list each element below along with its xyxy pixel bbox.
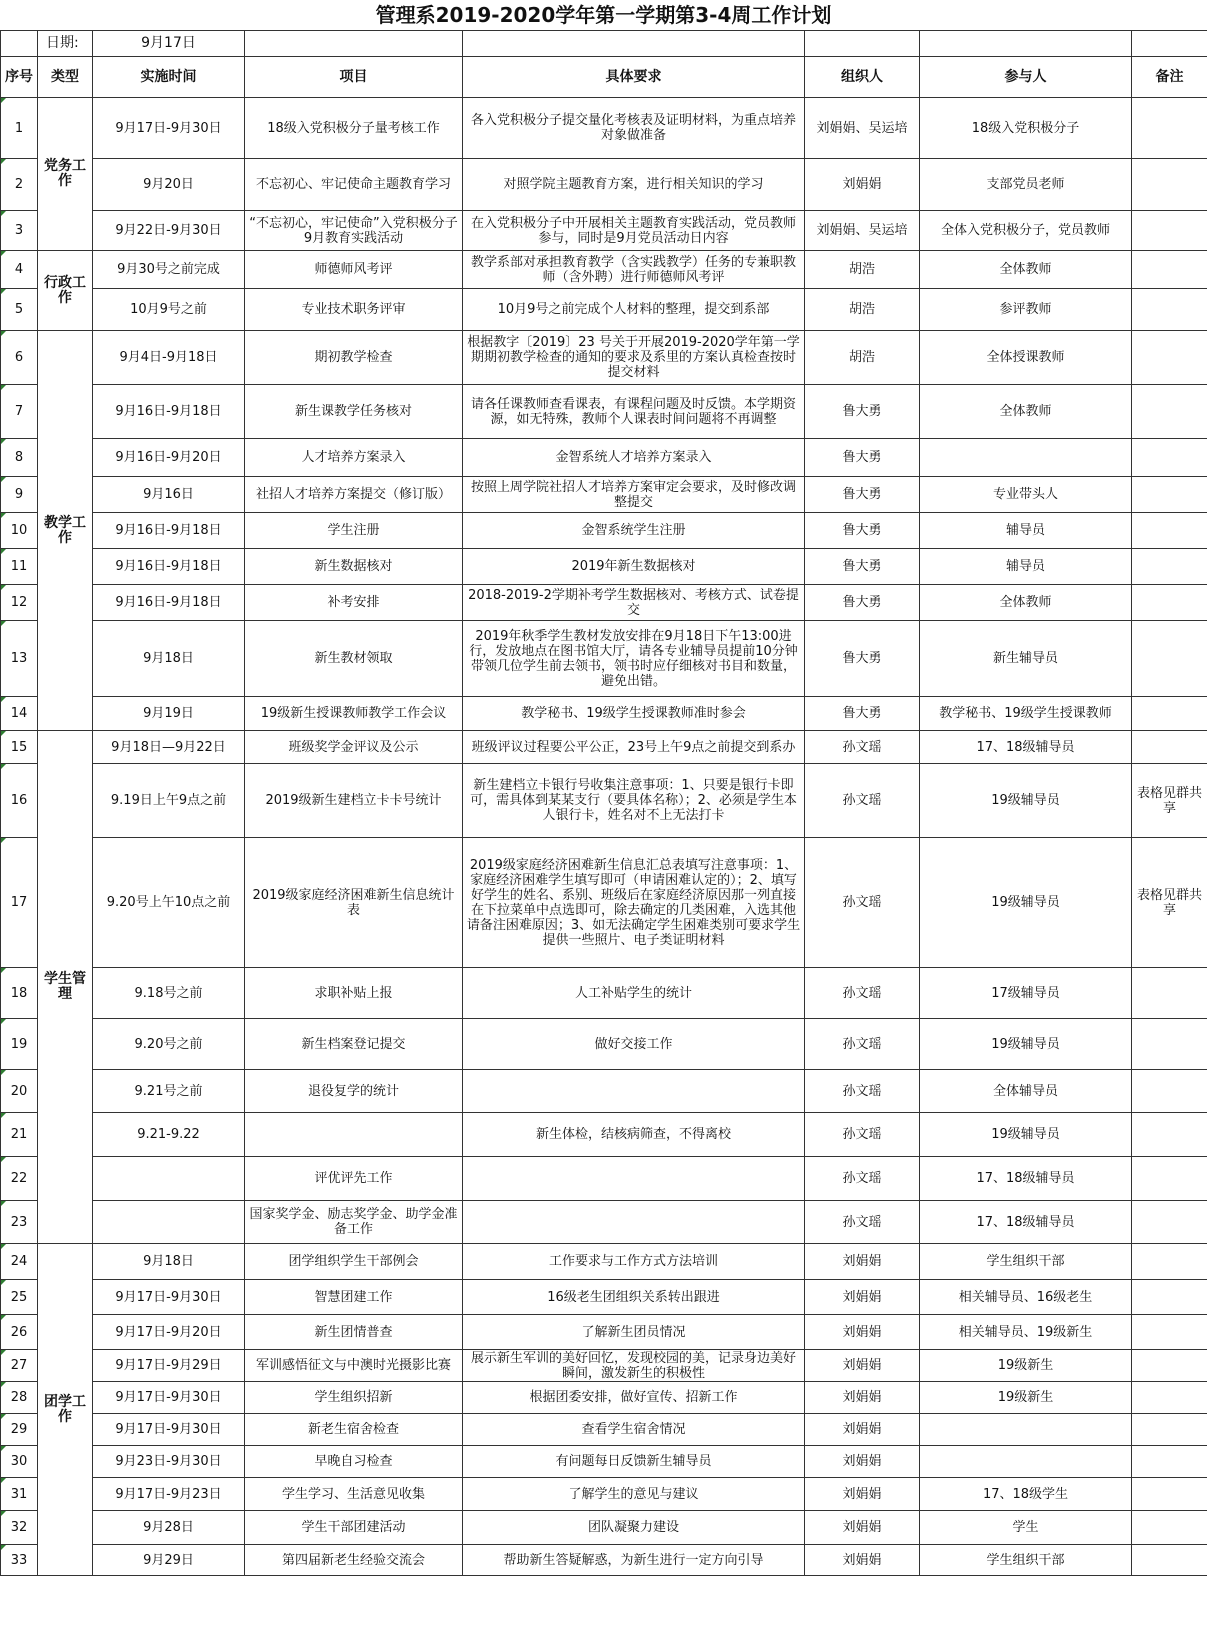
participants-cell[interactable]: 专业带头人 — [920, 477, 1132, 513]
item-cell[interactable] — [245, 1113, 463, 1157]
organizer-cell[interactable]: 鲁大勇 — [805, 439, 920, 477]
table-row — [1, 621, 1207, 697]
work-plan-table — [0, 30, 1207, 1576]
requirement-cell[interactable]: 工作要求与工作方式方法培训 — [463, 1244, 805, 1280]
participants-cell[interactable]: 辅导员 — [920, 549, 1132, 585]
participants-cell[interactable]: 19级辅导员 — [920, 764, 1132, 838]
note-cell[interactable] — [1132, 159, 1207, 211]
seq-cell[interactable]: 20 — [1, 1070, 38, 1113]
cell[interactable] — [463, 31, 805, 57]
organizer-cell[interactable]: 刘娟娟 — [805, 1414, 920, 1446]
note-cell[interactable] — [1132, 731, 1207, 764]
organizer-cell[interactable]: 鲁大勇 — [805, 621, 920, 697]
requirement-cell[interactable]: 班级评议过程要公平公正，23号上午9点之前提交到系办 — [463, 731, 805, 764]
requirement-cell[interactable]: 有问题每日反馈新生辅导员 — [463, 1446, 805, 1478]
seq-cell[interactable]: 28 — [1, 1382, 38, 1414]
cell[interactable] — [805, 31, 920, 57]
time-cell[interactable]: 9月17日-9月23日 — [93, 1478, 245, 1511]
time-cell[interactable]: 9月28日 — [93, 1511, 245, 1545]
participants-cell[interactable]: 17、18级学生 — [920, 1478, 1132, 1511]
requirement-cell[interactable] — [463, 1201, 805, 1244]
note-cell[interactable] — [1132, 1446, 1207, 1478]
time-cell[interactable]: 9月30号之前完成 — [93, 251, 245, 289]
table-row — [1, 477, 1207, 513]
note-cell[interactable]: 表格见群共享 — [1132, 764, 1207, 838]
note-cell[interactable] — [1132, 1350, 1207, 1382]
item-cell[interactable]: 不忘初心、牢记使命主题教育学习 — [245, 159, 463, 211]
participants-cell[interactable]: 学生组织干部 — [920, 1244, 1132, 1280]
requirement-cell[interactable]: 展示新生军训的美好回忆，发现校园的美，记录身边美好瞬间，激发新生的积极性 — [463, 1350, 805, 1382]
time-cell[interactable]: 9月18日 — [93, 1244, 245, 1280]
organizer-cell[interactable]: 刘娟娟 — [805, 1315, 920, 1350]
seq-cell[interactable]: 30 — [1, 1446, 38, 1478]
note-cell[interactable] — [1132, 439, 1207, 477]
time-cell[interactable]: 9月17日-9月20日 — [93, 1315, 245, 1350]
table-row — [1, 1350, 1207, 1382]
table-row — [1, 1414, 1207, 1446]
seq-cell[interactable]: 2 — [1, 159, 38, 211]
time-cell[interactable]: 9月29日 — [93, 1545, 245, 1576]
table-row — [1, 1545, 1207, 1576]
time-cell[interactable]: 9.20号上午10点之前 — [93, 838, 245, 968]
participants-cell[interactable]: 全体教师 — [920, 385, 1132, 439]
time-cell[interactable]: 9月17日-9月29日 — [93, 1350, 245, 1382]
item-cell[interactable]: 学生组织招新 — [245, 1382, 463, 1414]
note-cell[interactable] — [1132, 585, 1207, 621]
item-cell[interactable]: 学生干部团建活动 — [245, 1511, 463, 1545]
item-cell[interactable]: 早晚自习检查 — [245, 1446, 463, 1478]
organizer-cell[interactable]: 刘娟娟 — [805, 1382, 920, 1414]
requirement-cell[interactable]: 16级老生团组织关系转出跟进 — [463, 1280, 805, 1315]
participants-cell[interactable] — [920, 1446, 1132, 1478]
organizer-cell[interactable]: 刘娟娟 — [805, 1350, 920, 1382]
cell[interactable] — [245, 31, 463, 57]
requirement-cell[interactable]: 帮助新生答疑解惑，为新生进行一定方向引导 — [463, 1545, 805, 1576]
time-cell[interactable]: 9月17日-9月30日 — [93, 1414, 245, 1446]
participants-cell[interactable]: 支部党员老师 — [920, 159, 1132, 211]
item-cell[interactable]: 18级入党积极分子量考核工作 — [245, 98, 463, 159]
requirement-cell[interactable]: 新生建档立卡银行号收集注意事项：1、只要是银行卡即可，需具体到某某支行（要具体名称）；2、必须是学生本人银行卡，姓名对不上无法打卡 — [463, 764, 805, 838]
note-cell[interactable] — [1132, 697, 1207, 731]
organizer-cell[interactable]: 刘娟娟 — [805, 1446, 920, 1478]
organizer-cell[interactable]: 鲁大勇 — [805, 549, 920, 585]
table-row — [1, 764, 1207, 838]
time-cell[interactable]: 9.19日上午9点之前 — [93, 764, 245, 838]
note-cell[interactable] — [1132, 1478, 1207, 1511]
organizer-cell[interactable]: 胡浩 — [805, 331, 920, 385]
seq-cell[interactable]: 10 — [1, 513, 38, 549]
organizer-cell[interactable]: 孙文瑶 — [805, 838, 920, 968]
seq-cell[interactable]: 14 — [1, 697, 38, 731]
note-cell[interactable] — [1132, 513, 1207, 549]
note-cell[interactable] — [1132, 1511, 1207, 1545]
organizer-cell[interactable]: 刘娟娟 — [805, 159, 920, 211]
participants-cell[interactable]: 新生辅导员 — [920, 621, 1132, 697]
organizer-cell[interactable]: 孙文瑶 — [805, 1019, 920, 1070]
note-cell[interactable] — [1132, 1315, 1207, 1350]
note-cell[interactable] — [1132, 211, 1207, 251]
time-cell[interactable]: 9月20日 — [93, 159, 245, 211]
organizer-cell[interactable]: 刘娟娟 — [805, 1244, 920, 1280]
requirement-cell[interactable]: 2018-2019-2学期补考学生数据核对、考核方式、试卷提交 — [463, 585, 805, 621]
participants-cell[interactable]: 教学秘书、19级学生授课教师 — [920, 697, 1132, 731]
cell[interactable] — [1132, 31, 1207, 57]
participants-cell[interactable]: 全体授课教师 — [920, 331, 1132, 385]
requirement-cell[interactable] — [463, 1070, 805, 1113]
organizer-cell[interactable]: 鲁大勇 — [805, 385, 920, 439]
note-cell[interactable] — [1132, 1201, 1207, 1244]
table-row — [1, 1280, 1207, 1315]
organizer-cell[interactable]: 鲁大勇 — [805, 585, 920, 621]
table-row — [1, 331, 1207, 385]
note-cell[interactable] — [1132, 1157, 1207, 1201]
seq-cell[interactable]: 29 — [1, 1414, 38, 1446]
note-cell[interactable] — [1132, 1019, 1207, 1070]
requirement-cell[interactable]: 各入党积极分子提交量化考核表及证明材料，为重点培养对象做准备 — [463, 98, 805, 159]
item-cell[interactable]: 新生数据核对 — [245, 549, 463, 585]
note-cell[interactable] — [1132, 385, 1207, 439]
requirement-cell[interactable]: 教学秘书、19级学生授课教师准时参会 — [463, 697, 805, 731]
table-row — [1, 1070, 1207, 1113]
table-row — [1, 1244, 1207, 1280]
type-cell[interactable]: 学生管理 — [38, 731, 93, 1244]
organizer-cell[interactable]: 孙文瑶 — [805, 1113, 920, 1157]
note-cell[interactable] — [1132, 477, 1207, 513]
requirement-cell[interactable]: 2019级家庭经济困难新生信息汇总表填写注意事项：1、家庭经济困难学生填写即可（申请困难认定的）；2、填写好学生的姓名、系别、班级后在家庭经济原因那一列直接在下拉菜单中点选即可，除去确定的几类困难，入选其他请备注困难原因；3、如无法确定学生困难类别可要求学生提供一些照片、电子类证明材料 — [463, 838, 805, 968]
seq-cell[interactable]: 31 — [1, 1478, 38, 1511]
item-cell[interactable]: “不忘初心，牢记使命”入党积极分子9月教育实践活动 — [245, 211, 463, 251]
item-cell[interactable]: 新生课教学任务核对 — [245, 385, 463, 439]
participants-cell[interactable]: 学生 — [920, 1511, 1132, 1545]
requirement-cell[interactable]: 金智系统学生注册 — [463, 513, 805, 549]
seq-cell[interactable]: 23 — [1, 1201, 38, 1244]
time-cell[interactable] — [93, 1157, 245, 1201]
requirement-cell[interactable]: 新生体检，结核病筛查，不得离校 — [463, 1113, 805, 1157]
participants-cell[interactable]: 辅导员 — [920, 513, 1132, 549]
item-cell[interactable]: 人才培养方案录入 — [245, 439, 463, 477]
participants-cell[interactable] — [920, 1414, 1132, 1446]
participants-cell[interactable]: 相关辅导员、19级新生 — [920, 1315, 1132, 1350]
header-participants[interactable]: 参与人 — [920, 57, 1132, 98]
organizer-cell[interactable]: 孙文瑶 — [805, 968, 920, 1019]
table-row — [1, 968, 1207, 1019]
item-cell[interactable]: 班级奖学金评议及公示 — [245, 731, 463, 764]
organizer-cell[interactable]: 鲁大勇 — [805, 477, 920, 513]
requirement-cell[interactable]: 金智系统人才培养方案录入 — [463, 439, 805, 477]
header-type[interactable]: 类型 — [38, 57, 93, 98]
time-cell[interactable]: 9.21-9.22 — [93, 1113, 245, 1157]
time-cell[interactable]: 9月18日—9月22日 — [93, 731, 245, 764]
requirement-cell[interactable]: 2019年新生数据核对 — [463, 549, 805, 585]
table-row — [1, 1478, 1207, 1511]
time-cell[interactable]: 9.21号之前 — [93, 1070, 245, 1113]
note-cell[interactable] — [1132, 1113, 1207, 1157]
requirement-cell[interactable]: 了解新生团员情况 — [463, 1315, 805, 1350]
organizer-cell[interactable]: 刘娟娟 — [805, 1545, 920, 1576]
item-cell[interactable]: 社招人才培养方案提交（修订版） — [245, 477, 463, 513]
table-row — [1, 838, 1207, 968]
organizer-cell[interactable]: 孙文瑶 — [805, 731, 920, 764]
participants-cell[interactable]: 19级辅导员 — [920, 838, 1132, 968]
note-cell[interactable] — [1132, 1382, 1207, 1414]
requirement-cell[interactable]: 人工补贴学生的统计 — [463, 968, 805, 1019]
note-cell[interactable] — [1132, 1414, 1207, 1446]
organizer-cell[interactable]: 孙文瑶 — [805, 1070, 920, 1113]
requirement-cell[interactable]: 做好交接工作 — [463, 1019, 805, 1070]
table-row — [1, 251, 1207, 289]
organizer-cell[interactable]: 孙文瑶 — [805, 1201, 920, 1244]
time-cell[interactable]: 9月16日-9月18日 — [93, 585, 245, 621]
item-cell[interactable]: 新老生宿舍检查 — [245, 1414, 463, 1446]
time-cell[interactable]: 9月4日-9月18日 — [93, 331, 245, 385]
organizer-cell[interactable]: 刘娟娟 — [805, 1280, 920, 1315]
seq-cell[interactable]: 16 — [1, 764, 38, 838]
organizer-cell[interactable]: 孙文瑶 — [805, 1157, 920, 1201]
time-cell[interactable]: 9月16日-9月18日 — [93, 513, 245, 549]
table-row — [1, 385, 1207, 439]
seq-cell[interactable]: 24 — [1, 1244, 38, 1280]
participants-cell[interactable]: 学生组织干部 — [920, 1545, 1132, 1576]
seq-cell[interactable]: 3 — [1, 211, 38, 251]
participants-cell[interactable]: 19级新生 — [920, 1382, 1132, 1414]
requirement-cell[interactable]: 对照学院主题教育方案，进行相关知识的学习 — [463, 159, 805, 211]
seq-cell[interactable]: 18 — [1, 968, 38, 1019]
time-cell[interactable]: 9.20号之前 — [93, 1019, 245, 1070]
item-cell[interactable]: 新生团情普查 — [245, 1315, 463, 1350]
time-cell[interactable]: 9月17日-9月30日 — [93, 1382, 245, 1414]
time-cell[interactable]: 9月17日-9月30日 — [93, 1280, 245, 1315]
seq-cell[interactable]: 15 — [1, 731, 38, 764]
header-organizer[interactable]: 组织人 — [805, 57, 920, 98]
time-cell[interactable]: 9月22日-9月30日 — [93, 211, 245, 251]
item-cell[interactable]: 求职补贴上报 — [245, 968, 463, 1019]
type-cell[interactable]: 团学工作 — [38, 1244, 93, 1576]
table-row — [1, 1157, 1207, 1201]
participants-cell[interactable]: 全体入党积极分子，党员教师 — [920, 211, 1132, 251]
seq-cell[interactable]: 27 — [1, 1350, 38, 1382]
date-value[interactable]: 9月17日 — [93, 31, 245, 57]
table-row — [1, 211, 1207, 251]
item-cell[interactable]: 学生注册 — [245, 513, 463, 549]
participants-cell[interactable]: 19级新生 — [920, 1350, 1132, 1382]
seq-cell[interactable]: 33 — [1, 1545, 38, 1576]
type-cell[interactable]: 教学工作 — [38, 331, 93, 731]
requirement-cell[interactable]: 请各任课教师查看课表，有课程问题及时反馈。本学期资源，如无特殊，教师个人课表时间问题将不再调整 — [463, 385, 805, 439]
table-row — [1, 289, 1207, 331]
note-cell[interactable] — [1132, 98, 1207, 159]
participants-cell[interactable]: 19级辅导员 — [920, 1019, 1132, 1070]
table-row — [1, 549, 1207, 585]
sheet-title: 管理系2019-2020学年第一学期第3-4周工作计划 — [375, 3, 832, 27]
organizer-cell[interactable]: 孙文瑶 — [805, 764, 920, 838]
item-cell[interactable]: 学生学习、生活意见收集 — [245, 1478, 463, 1511]
note-cell[interactable] — [1132, 621, 1207, 697]
participants-cell[interactable]: 全体教师 — [920, 251, 1132, 289]
item-cell[interactable]: 师德师风考评 — [245, 251, 463, 289]
table-row — [1, 1113, 1207, 1157]
participants-cell[interactable]: 17、18级辅导员 — [920, 1201, 1132, 1244]
table-row — [1, 513, 1207, 549]
note-cell[interactable] — [1132, 1244, 1207, 1280]
seq-cell[interactable]: 13 — [1, 621, 38, 697]
type-cell[interactable]: 行政工作 — [38, 251, 93, 331]
note-cell[interactable] — [1132, 1545, 1207, 1576]
table-row — [1, 1315, 1207, 1350]
requirement-cell[interactable]: 在入党积极分子中开展相关主题教育实践活动，党员教师参与，同时是9月党员活动日内容 — [463, 211, 805, 251]
participants-cell[interactable]: 17级辅导员 — [920, 968, 1132, 1019]
organizer-cell[interactable]: 刘娟娟 — [805, 1511, 920, 1545]
header-seq[interactable]: 序号 — [1, 57, 38, 98]
seq-cell[interactable]: 4 — [1, 251, 38, 289]
requirement-cell[interactable]: 按照上周学院社招人才培养方案审定会要求，及时修改调整提交 — [463, 477, 805, 513]
participants-cell[interactable]: 全体教师 — [920, 585, 1132, 621]
item-cell[interactable]: 期初教学检查 — [245, 331, 463, 385]
seq-cell[interactable]: 21 — [1, 1113, 38, 1157]
seq-cell[interactable]: 11 — [1, 549, 38, 585]
table-row — [1, 731, 1207, 764]
requirement-cell[interactable]: 教学系部对承担教育教学（含实践教学）任务的专兼职教师（含外聘）进行师德师风考评 — [463, 251, 805, 289]
note-cell[interactable] — [1132, 549, 1207, 585]
item-cell[interactable]: 专业技术职务评审 — [245, 289, 463, 331]
requirement-cell[interactable]: 了解学生的意见与建议 — [463, 1478, 805, 1511]
time-cell[interactable]: 10月9号之前 — [93, 289, 245, 331]
organizer-cell[interactable]: 刘娟娟、吴运培 — [805, 211, 920, 251]
item-cell[interactable]: 军训感悟征文与中澳时光摄影比赛 — [245, 1350, 463, 1382]
item-cell[interactable]: 退役复学的统计 — [245, 1070, 463, 1113]
seq-cell[interactable]: 6 — [1, 331, 38, 385]
organizer-cell[interactable]: 刘娟娟、吴运培 — [805, 98, 920, 159]
item-cell[interactable]: 2019级家庭经济困难新生信息统计表 — [245, 838, 463, 968]
header-requirement[interactable]: 具体要求 — [463, 57, 805, 98]
item-cell[interactable]: 团学组织学生干部例会 — [245, 1244, 463, 1280]
seq-cell[interactable]: 8 — [1, 439, 38, 477]
seq-cell[interactable]: 26 — [1, 1315, 38, 1350]
note-cell[interactable] — [1132, 1070, 1207, 1113]
time-cell[interactable] — [93, 1201, 245, 1244]
header-item[interactable]: 项目 — [245, 57, 463, 98]
time-cell[interactable]: 9月18日 — [93, 621, 245, 697]
requirement-cell[interactable]: 10月9号之前完成个人材料的整理，提交到系部 — [463, 289, 805, 331]
seq-cell[interactable]: 22 — [1, 1157, 38, 1201]
requirement-cell[interactable] — [463, 1157, 805, 1201]
seq-cell[interactable]: 19 — [1, 1019, 38, 1070]
seq-cell[interactable]: 12 — [1, 585, 38, 621]
table-row — [1, 585, 1207, 621]
time-cell[interactable]: 9月23日-9月30日 — [93, 1446, 245, 1478]
table-row — [1, 98, 1207, 159]
item-cell[interactable]: 智慧团建工作 — [245, 1280, 463, 1315]
time-cell[interactable]: 9月16日-9月18日 — [93, 385, 245, 439]
time-cell[interactable]: 9月16日 — [93, 477, 245, 513]
type-cell[interactable]: 党务工作 — [38, 98, 93, 251]
participants-cell[interactable]: 17、18级辅导员 — [920, 1157, 1132, 1201]
item-cell[interactable]: 评优评先工作 — [245, 1157, 463, 1201]
item-cell[interactable]: 国家奖学金、励志奖学金、助学金准备工作 — [245, 1201, 463, 1244]
participants-cell[interactable]: 参评教师 — [920, 289, 1132, 331]
seq-cell[interactable]: 32 — [1, 1511, 38, 1545]
cell[interactable] — [920, 31, 1132, 57]
table-row — [1, 697, 1207, 731]
participants-cell[interactable] — [920, 439, 1132, 477]
organizer-cell[interactable]: 鲁大勇 — [805, 697, 920, 731]
table-row — [1, 1511, 1207, 1545]
note-cell[interactable] — [1132, 289, 1207, 331]
table-row — [1, 1446, 1207, 1478]
table-row — [1, 439, 1207, 477]
seq-cell[interactable]: 9 — [1, 477, 38, 513]
header-row — [1, 57, 1207, 98]
requirement-cell[interactable]: 团队凝聚力建设 — [463, 1511, 805, 1545]
time-cell[interactable]: 9月16日-9月20日 — [93, 439, 245, 477]
header-note[interactable]: 备注 — [1132, 57, 1207, 98]
header-time[interactable]: 实施时间 — [93, 57, 245, 98]
organizer-cell[interactable]: 胡浩 — [805, 251, 920, 289]
organizer-cell[interactable]: 鲁大勇 — [805, 513, 920, 549]
time-cell[interactable]: 9月17日-9月30日 — [93, 98, 245, 159]
note-cell[interactable] — [1132, 331, 1207, 385]
organizer-cell[interactable]: 刘娟娟 — [805, 1478, 920, 1511]
table-row — [1, 1382, 1207, 1414]
table-row — [1, 1201, 1207, 1244]
time-cell[interactable]: 9月19日 — [93, 697, 245, 731]
seq-cell[interactable]: 5 — [1, 289, 38, 331]
item-cell[interactable]: 新生教材领取 — [245, 621, 463, 697]
item-cell[interactable]: 补考安排 — [245, 585, 463, 621]
note-cell[interactable]: 表格见群共享 — [1132, 838, 1207, 968]
participants-cell[interactable]: 全体辅导员 — [920, 1070, 1132, 1113]
requirement-cell[interactable]: 根据教字〔2019〕23 号关于开展2019-2020学年第一学期期初教学检查的通知的要求及系里的方案认真检查按时提交材料 — [463, 331, 805, 385]
organizer-cell[interactable]: 胡浩 — [805, 289, 920, 331]
participants-cell[interactable]: 相关辅导员、16级老生 — [920, 1280, 1132, 1315]
note-cell[interactable] — [1132, 1280, 1207, 1315]
time-cell[interactable]: 9.18号之前 — [93, 968, 245, 1019]
item-cell[interactable]: 第四届新老生经验交流会 — [245, 1545, 463, 1576]
time-cell[interactable]: 9月16日-9月18日 — [93, 549, 245, 585]
seq-cell[interactable]: 17 — [1, 838, 38, 968]
item-cell[interactable]: 19级新生授课教师教学工作会议 — [245, 697, 463, 731]
requirement-cell[interactable]: 查看学生宿舍情况 — [463, 1414, 805, 1446]
item-cell[interactable]: 2019级新生建档立卡卡号统计 — [245, 764, 463, 838]
participants-cell[interactable]: 18级入党积极分子 — [920, 98, 1132, 159]
table-row — [1, 1019, 1207, 1070]
participants-cell[interactable]: 19级辅导员 — [920, 1113, 1132, 1157]
cell[interactable] — [1, 31, 38, 57]
item-cell[interactable]: 新生档案登记提交 — [245, 1019, 463, 1070]
date-label[interactable]: 日期: — [38, 31, 93, 57]
seq-cell[interactable]: 1 — [1, 98, 38, 159]
date-row — [1, 31, 1207, 57]
seq-cell[interactable]: 7 — [1, 385, 38, 439]
participants-cell[interactable]: 17、18级辅导员 — [920, 731, 1132, 764]
table-row — [1, 159, 1207, 211]
requirement-cell[interactable]: 2019年秋季学生教材发放安排在9月18日下午13:00进行，发放地点在图书馆大厅，请各专业辅导员提前10分钟带领几位学生前去领书，领书时应仔细核对书目和数量，避免出错。 — [463, 621, 805, 697]
requirement-cell[interactable]: 根据团委安排，做好宣传、招新工作 — [463, 1382, 805, 1414]
note-cell[interactable] — [1132, 251, 1207, 289]
seq-cell[interactable]: 25 — [1, 1280, 38, 1315]
note-cell[interactable] — [1132, 968, 1207, 1019]
